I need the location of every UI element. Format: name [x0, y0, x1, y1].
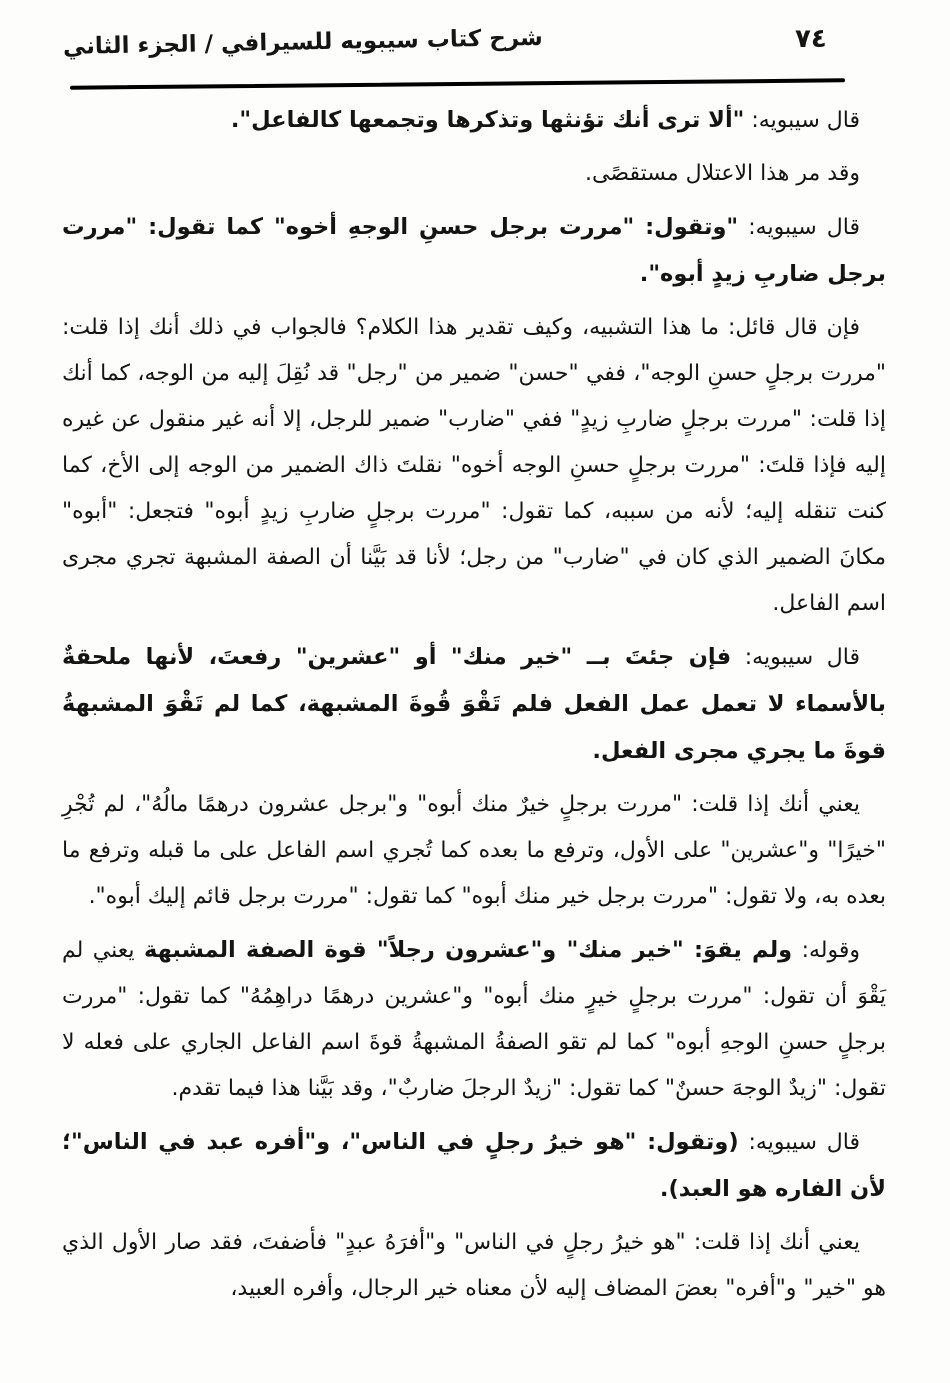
commentary-text: فإن قال قائل: ما هذا التشبيه، وكيف تقدير هذا الكلام؟ فالجواب في ذلك أنك إذا قلت: "مررت برجلٍ حسنِ الوجه"، ففي "حسن" ضمير من "رجل" قد نُقِلَ إليه من الوجه، كما أنك إذا قلت: "مررت برجلٍ ضاربِ زيدٍ" ففي "ضارب" ضمير للرجل، إلا أنه غير منقول عن غيره إليه فإذا قلتَ: "مررت برجلٍ حسنِ الوجه أخوه" نقلتَ ذاك الضمير من الوجه إلى الأخ، كما كنت تنقله إليه؛ لأنه من سببه، كما تقول: "مررت برجلٍ ضاربِ زيدٍ أبوه" فتجعل: "أبوه" مكانَ الضمير الذي كان في "ضارب" من رجل؛ لأنا قد بَيَّنا أن الصفة المشبهة تجري مجرى اسم الفاعل.	[62, 315, 886, 616]
commentary-text: وقد مر هذا الاعتلال مستقصًى.	[585, 161, 860, 186]
paragraph-commentary	[62, 782, 886, 920]
quote-text: فإن جئتَ بــ "خير منك" أو "عشرين" رفعتَ، لأنها ملحقةٌ بالأسماء لا تعمل عمل الفعل فلم تَقْوَ قُوةَ المشبهة، كما لم تَقْوَ المشبهةُ قوةَ ما يجري مجرى الفعل.	[62, 644, 886, 764]
quote-text: "وتقول: "مررت برجل حسنِ الوجهِ أخوه" كما تقول: "مررت برجل ضاربِ زيدٍ أبوه".	[62, 214, 886, 287]
paragraph-sibawayh-quote	[62, 97, 886, 144]
paragraph-sibawayh-quote	[62, 634, 886, 775]
speaker-label: قال سيبويه:	[731, 645, 860, 670]
quote-text: "ألا ترى أنك تؤنثها وتذكرها وتجمعها كالفاعل".	[230, 107, 745, 133]
lemma-text: ولم يقوَ: "خير منك" و"عشرون رجلاً" قوة الصفة المشبهة	[143, 937, 793, 963]
paragraph-sibawayh-quote	[62, 1119, 886, 1213]
page-header	[0, 0, 950, 92]
header-divider	[70, 78, 845, 89]
page-number: ٧٤	[795, 24, 827, 54]
speaker-label: وقوله:	[792, 938, 860, 963]
commentary-text: يعني أنك إذا قلت: "مررت برجلٍ خيرٌ منك أبوه" و"برجل عشرون درهمًا مالُهُ"، لم تُجْرِ "خيرًا" و"عشرين" على الأول، وترفع ما بعده كما تُجري اسم الفاعل على ما قبله وترفع ما بعده به، ولا تقول: "مررت برجل خير منك أبوه" كما تقول: "مررت برجل قائم إليك أبوه".	[62, 792, 886, 909]
quote-text: (وتقول: "هو خيرُ رجلٍ في الناس"، و"أفره عبد في الناس"؛ لأن الفاره هو العبد).	[62, 1129, 886, 1202]
paragraph-commentary	[62, 305, 886, 627]
speaker-label: قال سيبويه:	[738, 215, 860, 240]
commentary-text: يعني لم يَقْوَ أن تقول: "مررت برجلٍ خيرٍ منك أبوه" و"عشرين درهمًا دراهِمُهُ" كما تقول: "مررت برجلٍ حسنِ الوجهِ أبوه" كما لم تقو الصفةُ المشبهةُ قوةَ اسم الفاعل الجاري على فعله لا تقول: "زيدٌ الوجهَ حسنٌ" كما تقول: "زيدٌ الرجلَ ضاربٌ"، وقد بَيَّنا هذا فيما تقدم.	[62, 938, 886, 1101]
paragraph-commentary-with-lemma	[62, 927, 886, 1112]
commentary-text: يعني أنك إذا قلت: "هو خيرُ رجلٍ في الناس" و"أفرَهُ عبدٍ" فأضفتَ، فقد صار الأول الذي هو "خير" و"أفره" بعضَ المضاف إليه لأن معناه خير الرجال، وأفره العبيد،	[62, 1230, 886, 1301]
paragraph-commentary	[62, 1220, 886, 1312]
paragraph-sibawayh-quote	[62, 204, 886, 298]
paragraph-commentary	[62, 151, 886, 197]
text-body	[62, 97, 886, 1319]
speaker-label: قال سيبويه:	[744, 108, 860, 133]
speaker-label: قال سيبويه:	[738, 1130, 860, 1155]
running-head-title: شرح كتاب سيبويه للسيرافي / الجزء الثاني	[62, 24, 543, 60]
